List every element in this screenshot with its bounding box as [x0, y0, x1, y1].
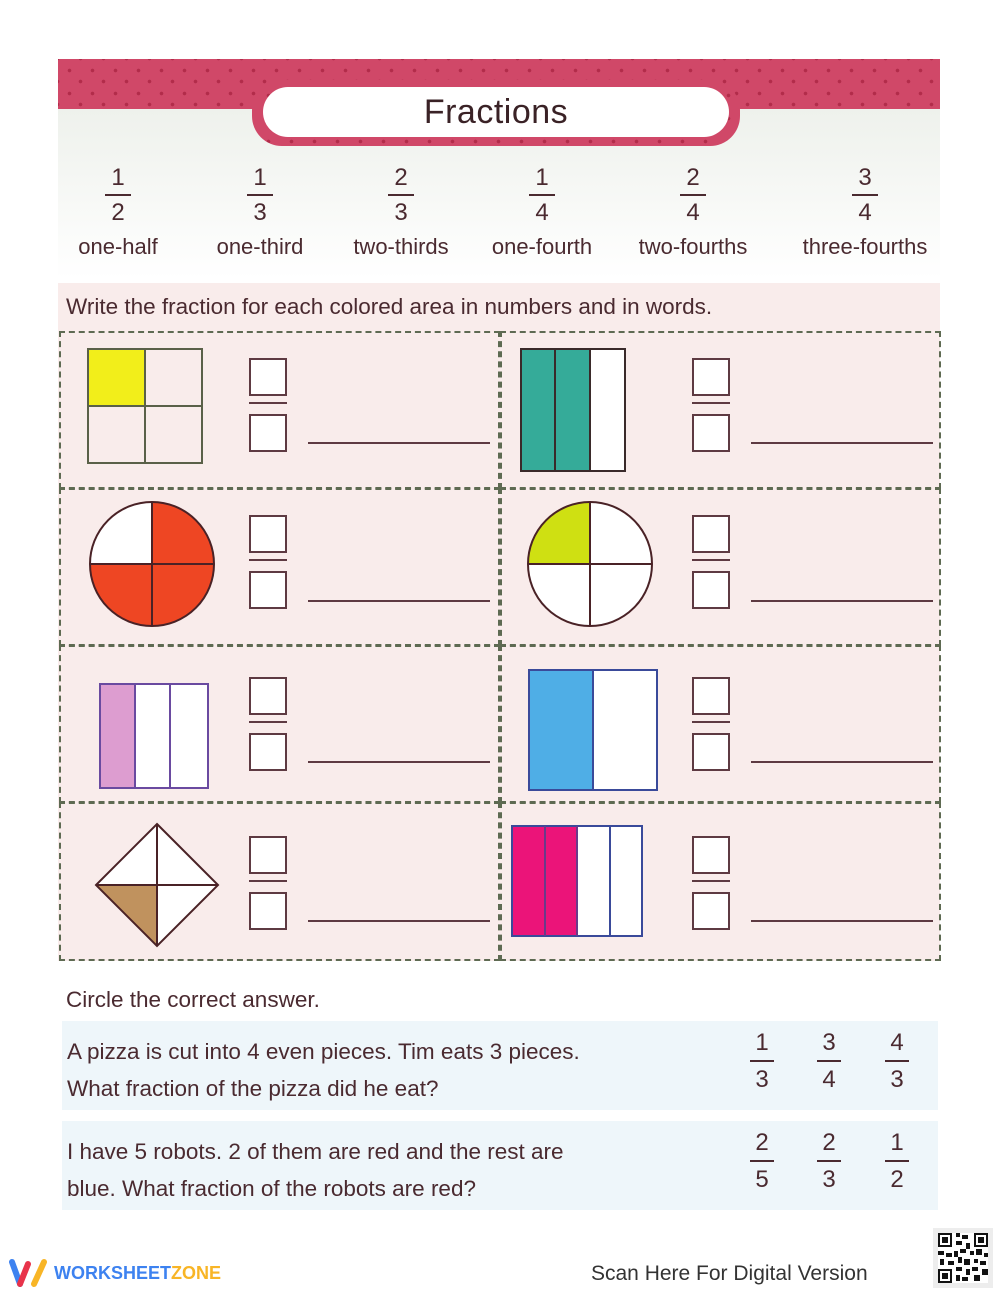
- word-answer-line[interactable]: [751, 920, 933, 922]
- vertical-bars-shape: [527, 668, 659, 792]
- exercise-item-4: [500, 488, 941, 646]
- denominator-input[interactable]: [692, 414, 730, 452]
- exercise-item-7: [59, 802, 500, 961]
- question-line: What fraction of the pizza did he eat?: [67, 1076, 439, 1101]
- title-pill: [263, 87, 729, 137]
- answer-choice[interactable]: [809, 1029, 849, 1094]
- numerator-input[interactable]: [249, 677, 287, 715]
- fraction-word: three-fourths: [802, 234, 928, 259]
- fraction-bar: [885, 1160, 909, 1162]
- circle-shape: [526, 500, 654, 628]
- denominator: 3: [253, 199, 267, 226]
- exercise-item-8: [500, 802, 941, 961]
- word-answer-line[interactable]: [308, 920, 490, 922]
- fraction-bar: [817, 1160, 841, 1162]
- fraction-bar: [852, 194, 878, 196]
- question-text: [67, 1033, 580, 1107]
- fraction-word: two-thirds: [353, 234, 449, 259]
- numerator: 2: [394, 164, 408, 191]
- question-line: I have 5 robots. 2 of them are red and the rest are: [67, 1139, 564, 1164]
- reference-fraction-three-fourths: [785, 165, 945, 260]
- reference-fractions: [58, 165, 940, 265]
- logo-word-worksheet: WORKSHEET: [54, 1262, 171, 1283]
- fraction-bar: [247, 194, 273, 196]
- word-answer-line[interactable]: [751, 600, 933, 602]
- fraction-bar: [750, 1060, 774, 1062]
- fraction-bar: [105, 194, 131, 196]
- worksheetzone-logo[interactable]: [8, 1258, 221, 1288]
- denominator: 2: [111, 199, 125, 226]
- exercise-item-1: [59, 331, 500, 489]
- denominator-input[interactable]: [692, 733, 730, 771]
- numerator: 3: [822, 1029, 836, 1056]
- fraction-word: one-third: [216, 234, 304, 259]
- denominator-input[interactable]: [249, 571, 287, 609]
- square-grid-shape: [86, 347, 204, 465]
- logo-text: [54, 1263, 221, 1284]
- scan-text: Scan Here For Digital Version: [591, 1262, 868, 1285]
- word-answer-line[interactable]: [751, 761, 933, 763]
- numerator: 1: [111, 164, 125, 191]
- word-answer-line[interactable]: [308, 600, 490, 602]
- numerator: 2: [822, 1129, 836, 1156]
- reference-fraction-one-fourth: [462, 165, 622, 260]
- vertical-bars-shape: [510, 824, 644, 938]
- numerator-input[interactable]: [692, 677, 730, 715]
- numerator-input[interactable]: [692, 358, 730, 396]
- reference-fraction-two-thirds: [321, 165, 481, 260]
- page-title: Fractions: [423, 92, 569, 131]
- fraction-bar: [388, 194, 414, 196]
- word-answer-line[interactable]: [308, 442, 490, 444]
- fraction-word: one-half: [78, 234, 158, 259]
- question-1: [62, 1021, 938, 1110]
- denominator: 4: [535, 199, 549, 226]
- logo-word-zone: ZONE: [171, 1262, 222, 1283]
- fraction-word: two-fourths: [638, 234, 748, 259]
- fraction-bar: [692, 402, 730, 404]
- instructions: Write the fraction for each colored area in numbers and in words.: [66, 294, 713, 319]
- denominator-input[interactable]: [249, 892, 287, 930]
- denominator-input[interactable]: [249, 733, 287, 771]
- circle-shape: [88, 500, 216, 628]
- answer-choice[interactable]: [877, 1029, 917, 1094]
- question-line: A pizza is cut into 4 even pieces. Tim eats 3 pieces.: [67, 1039, 580, 1064]
- question-line: blue. What fraction of the robots are red?: [67, 1176, 476, 1201]
- fraction-bar: [692, 559, 730, 561]
- answer-choice[interactable]: [877, 1129, 917, 1194]
- numerator: 1: [253, 164, 267, 191]
- numerator: 1: [890, 1129, 904, 1156]
- exercise-item-2: [500, 331, 941, 489]
- numerator-input[interactable]: [249, 836, 287, 874]
- word-answer-line[interactable]: [751, 442, 933, 444]
- reference-fraction-one-half: [38, 165, 198, 260]
- fraction-bar: [692, 721, 730, 723]
- fraction-bar: [249, 559, 287, 561]
- fraction-bar: [680, 194, 706, 196]
- question-2: [62, 1121, 938, 1210]
- numerator: 1: [755, 1029, 769, 1056]
- numerator-input[interactable]: [249, 515, 287, 553]
- fraction-bar: [817, 1060, 841, 1062]
- numerator-input[interactable]: [692, 515, 730, 553]
- denominator: 3: [822, 1166, 836, 1193]
- fraction-bar: [529, 194, 555, 196]
- answer-choice[interactable]: [742, 1129, 782, 1194]
- denominator-input[interactable]: [249, 414, 287, 452]
- numerator: 3: [858, 164, 872, 191]
- denominator: 4: [822, 1066, 836, 1093]
- exercise-item-5: [59, 645, 500, 803]
- qr-code[interactable]: [933, 1228, 993, 1288]
- numerator: 4: [890, 1029, 904, 1056]
- fraction-bar: [692, 880, 730, 882]
- vertical-bars-shape: [519, 347, 627, 473]
- logo-mark-icon: [8, 1258, 48, 1288]
- denominator-input[interactable]: [692, 892, 730, 930]
- question-text: [67, 1133, 564, 1207]
- exercise-item-3: [59, 488, 500, 646]
- word-answer-line[interactable]: [308, 761, 490, 763]
- reference-fraction-two-fourths: [613, 165, 773, 260]
- denominator-input[interactable]: [692, 571, 730, 609]
- numerator-input[interactable]: [249, 358, 287, 396]
- numerator-input[interactable]: [692, 836, 730, 874]
- denominator: 3: [890, 1066, 904, 1093]
- exercise-item-6: [500, 645, 941, 803]
- answer-choice[interactable]: [809, 1129, 849, 1194]
- qr-code-icon: [938, 1233, 988, 1283]
- denominator: 3: [755, 1066, 769, 1093]
- denominator: 2: [890, 1166, 904, 1193]
- numerator: 2: [686, 164, 700, 191]
- fraction-bar: [249, 721, 287, 723]
- denominator: 5: [755, 1166, 769, 1193]
- numerator: 1: [535, 164, 549, 191]
- numerator: 2: [755, 1129, 769, 1156]
- section-label: Circle the correct answer.: [66, 987, 320, 1012]
- fraction-bar: [249, 402, 287, 404]
- answer-choice[interactable]: [742, 1029, 782, 1094]
- fraction-bar: [885, 1060, 909, 1062]
- denominator: 4: [686, 199, 700, 226]
- exercise-grid: [59, 331, 941, 961]
- denominator: 4: [858, 199, 872, 226]
- fraction-bar: [249, 880, 287, 882]
- fraction-bar: [750, 1160, 774, 1162]
- fraction-word: one-fourth: [491, 234, 593, 259]
- vertical-bars-shape: [98, 682, 210, 790]
- diamond-shape: [94, 822, 220, 948]
- denominator: 3: [394, 199, 408, 226]
- reference-fraction-one-third: [180, 165, 340, 260]
